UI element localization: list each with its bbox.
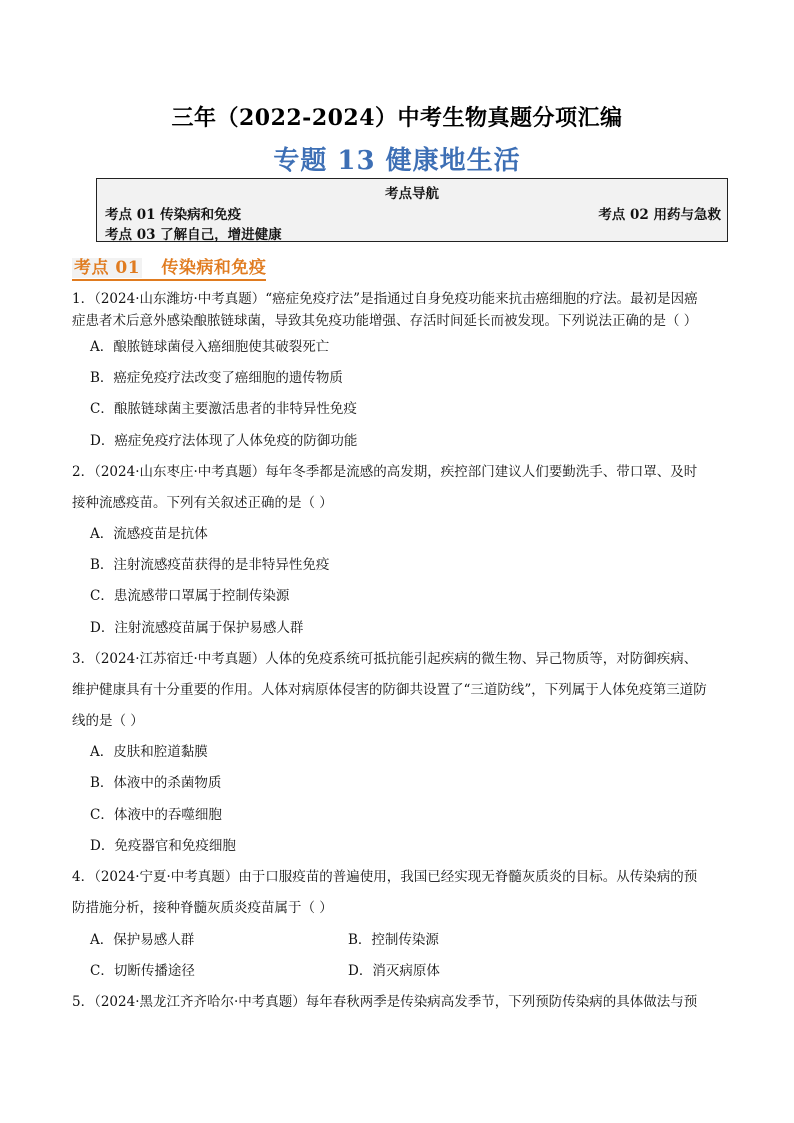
- q2-option-c: C．患流感带口罩属于控制传染源: [90, 588, 290, 604]
- q1-option-c: C．酿脓链球菌主要激活患者的非特异性免疫: [90, 401, 357, 417]
- nav-item-02: 考点 02 用药与急救: [598, 207, 721, 223]
- q3-option-a: A．皮肤和腔道黏膜: [90, 744, 208, 760]
- nav-item-03: 考点 03 了解自己，增进健康: [105, 227, 282, 243]
- q3-option-b: B．体液中的杀菌物质: [90, 775, 222, 791]
- q5-stem-line1: 5．（2024·黑龙江齐齐哈尔·中考真题）每年春秋两季是传染病高发季节，下列预防传染病的具体做法与预: [72, 994, 698, 1010]
- q4-stem-line1: 4．（2024·宁夏·中考真题）由于口服疫苗的普遍使用，我国已经实现无脊髓灰质炎的目标。从传染病的预: [72, 869, 698, 885]
- q3-stem-line1: 3．（2024·江苏宿迁·中考真题）人体的免疫系统可抵抗能引起疾病的微生物、异己物质等，对防御疾病、: [72, 651, 698, 667]
- q4-option-c: C．切断传播途径: [90, 963, 195, 979]
- section-number: 考点 01: [74, 258, 141, 278]
- q2-stem-line2: 接种流感疫苗。下列有关叙述正确的是（ ）: [72, 495, 333, 511]
- q1-option-d: D．癌症免疫疗法体现了人体免疫的防御功能: [90, 433, 358, 449]
- nav-item-01: 考点 01 传染病和免疫: [105, 207, 242, 223]
- q2-option-a: A．流感疫苗是抗体: [90, 526, 208, 542]
- q2-option-b: B．注射流感疫苗获得的是非特异性免疫: [90, 557, 330, 573]
- q3-option-c: C．体液中的吞噬细胞: [90, 807, 222, 823]
- q3-option-d: D．免疫器官和免疫细胞: [90, 838, 236, 854]
- q4-option-b: B．控制传染源: [348, 932, 439, 948]
- nav-heading: 考点导航: [385, 186, 439, 202]
- sub-title: 专题 13 健康地生活: [273, 146, 521, 176]
- q4-stem-line2: 防措施分析，接种脊髓灰质炎疫苗属于（ ）: [72, 900, 333, 916]
- q1-stem-line1: 1．（2024·山东潍坊·中考真题）“癌症免疫疗法”是指通过自身免疫功能来抗击癌细胞的疗法。最初是因癌: [72, 291, 698, 307]
- q1-option-a: A．酿脓链球菌侵入癌细胞使其破裂死亡: [90, 339, 330, 355]
- q1-option-b: B．癌症免疫疗法改变了癌细胞的遗传物质: [90, 370, 343, 386]
- q4-option-a: A．保护易感人群: [90, 932, 195, 948]
- q2-stem-line1: 2．（2024·山东枣庄·中考真题）每年冬季都是流感的高发期，疾控部门建议人们要勤洗手、带口罩、及时: [72, 464, 698, 480]
- q4-option-d: D．消灭病原体: [348, 963, 440, 979]
- section-heading: [72, 253, 266, 281]
- q1-stem-line2: 症患者术后意外感染酿脓链球菌，导致其免疫功能增强、存活时间延长而被发现。下列说法正确的是（ ）: [72, 313, 698, 329]
- main-title: 三年（2022-2024）中考生物真题分项汇编: [171, 105, 623, 131]
- q3-stem-line3: 线的是（ ）: [72, 713, 144, 729]
- section-title: 传染病和免疫: [161, 258, 267, 278]
- topic-navigation-box: [96, 178, 728, 242]
- q2-option-d: D．注射流感疫苗属于保护易感人群: [90, 620, 304, 636]
- q3-stem-line2: 维护健康具有十分重要的作用。人体对病原体侵害的防御共设置了“三道防线”，下列属于人体免疫第三道防: [72, 682, 707, 698]
